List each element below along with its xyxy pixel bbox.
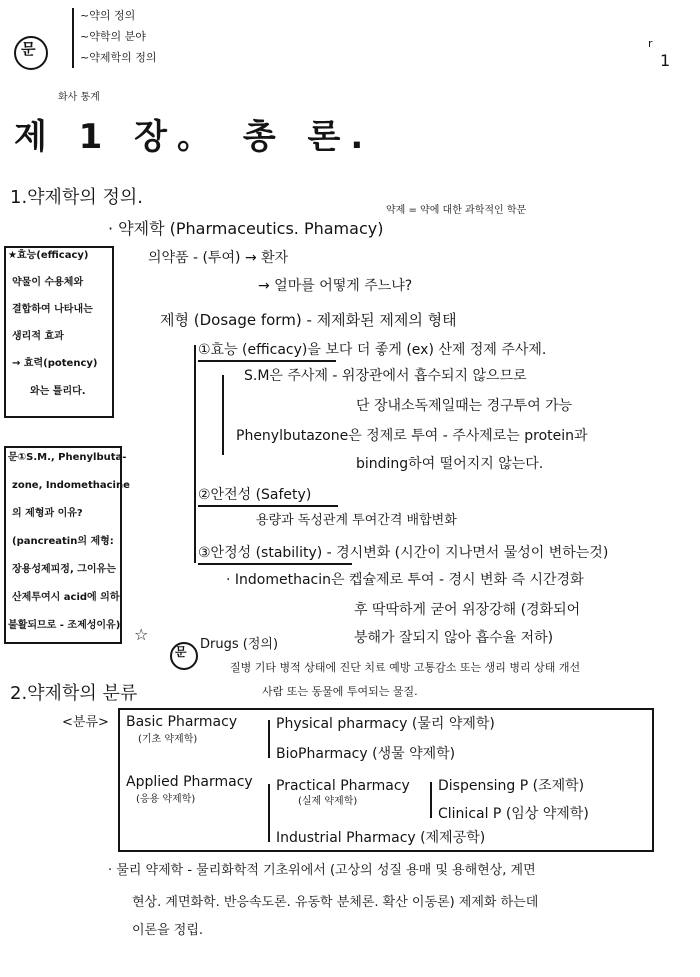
practical-pharmacy-kr: (실제 약제학) <box>298 796 358 807</box>
page-tick: r <box>648 37 653 50</box>
indomethacin-line-3: 붕해가 잘되지 않아 흡수율 저하) <box>354 630 554 646</box>
practical-bracket <box>430 782 432 818</box>
physical-pharmacy-note-1: · 물리 약제학 - 물리화학적 기초위에서 (고상의 성질 용매 및 용해현상, 계면 <box>108 863 536 878</box>
drugs-definition-2: 사람 또는 동물에 투여되는 물질. <box>262 685 418 698</box>
header-item-1: ~약의 정의 <box>80 9 136 22</box>
flow-line-2: → 얼마를 어떻게 주느냐? <box>258 278 413 294</box>
stability-line: ③안정성 (stability) - 경시변화 (시간이 지나면서 물성이 변하는것) <box>198 545 609 561</box>
safety-line: ②안전성 (Safety) <box>198 487 312 503</box>
section1-heading: 1.약제학의 정의. <box>10 187 143 208</box>
applied-pharmacy-kr: (응용 약제학) <box>136 794 196 805</box>
efficacy-sub-bracket <box>222 375 224 455</box>
applied-pharmacy: Applied Pharmacy <box>126 774 253 790</box>
drugs-circled-text: 문 <box>175 645 187 659</box>
section2-heading: 2.약제학의 분류 <box>10 683 138 704</box>
dosage-bracket <box>194 345 196 563</box>
efficacy-box-line-1: ★효능(efficacy) <box>8 250 89 261</box>
basic-pharmacy: Basic Pharmacy <box>126 714 238 730</box>
stability-underline <box>198 563 352 565</box>
dispensing-pharmacy: Dispensing P (조제학) <box>438 778 585 794</box>
industrial-pharmacy: Industrial Pharmacy (제제공학) <box>276 830 486 846</box>
question-box-line-7: 불활되므로 - 조제성이유) <box>8 620 121 631</box>
indomethacin-line-2: 후 딱딱하게 굳어 위장강해 (경화되어 <box>354 602 581 618</box>
page-mark: 1 <box>660 51 671 70</box>
question-box-line-1: 문①S.M., Phenylbuta- <box>8 452 127 463</box>
drugs-definition-1: 질병 기타 병적 상태에 진단 치료 예방 고통감소 또는 생리 병리 상태 개선 <box>230 661 581 674</box>
efficacy-underline <box>198 360 336 362</box>
pharmaceutics-definition: · 약제학 (Pharmaceutics. Phamacy) <box>108 219 384 238</box>
safety-underline <box>198 505 338 507</box>
indomethacin-line-1: · Indomethacin은 켑슐제로 투여 - 경시 변화 즉 시간경화 <box>226 572 584 588</box>
question-box-line-5: 장용성제피정, 그이유는 <box>12 564 116 575</box>
efficacy-box-line-4: 생리적 효과 <box>12 331 64 342</box>
header-item-2: ~약학의 분야 <box>80 30 146 43</box>
classification-label: <분류> <box>62 715 109 730</box>
star-mark: ☆ <box>134 625 149 644</box>
clinical-pharmacy: Clinical P (임상 약제학) <box>438 806 589 822</box>
drugs-title: Drugs (정의) <box>200 637 279 652</box>
sm-line-2: 단 장내소독제일때는 경구투여 가능 <box>356 398 573 414</box>
phenylbutazone-line-2: binding하여 떨어지지 않는다. <box>356 456 544 472</box>
physical-pharmacy-note-2: 현상. 계면화학. 반응속도론. 유동학 분체론. 확산 이동론) 제제화 하는데 <box>132 895 539 910</box>
header-bracket <box>72 8 74 68</box>
physical-pharmacy: Physical pharmacy (물리 약제학) <box>276 716 495 732</box>
section1-side-note: 약제 = 약에 대한 과학적인 학문 <box>386 205 527 216</box>
dosage-form-line: 제형 (Dosage form) - 제제화된 제제의 형태 <box>160 311 457 329</box>
chapter-title: 제 1 장。 총 론. <box>14 117 374 157</box>
sm-line-1: S.M은 주사제 - 위장관에서 흡수되지 않으므로 <box>244 368 527 384</box>
chapter-annotation: 화사 통계 <box>58 92 100 103</box>
basic-bracket <box>268 720 270 758</box>
question-box-line-3: 의 제형과 이유? <box>12 508 83 519</box>
question-box-line-4: (pancreatin의 제형: <box>12 536 114 547</box>
efficacy-box-line-3: 결합하여 나타내는 <box>12 304 93 315</box>
phenylbutazone-line-1: Phenylbutazone은 정제로 투여 - 주사제로는 protein과 <box>236 428 588 444</box>
question-box-line-2: zone, Indomethacine <box>12 480 130 491</box>
bio-pharmacy: BioPharmacy (생물 약제학) <box>276 746 456 762</box>
efficacy-box-line-6: 와는 틀리다. <box>30 386 86 397</box>
safety-sub-line: 용량과 독성관계 투여간격 배합변화 <box>256 513 457 528</box>
applied-bracket <box>268 784 270 842</box>
efficacy-line: ①효능 (efficacy)을 보다 더 좋게 (ex) 산제 정제 주사제. <box>198 342 547 358</box>
efficacy-box-line-2: 약물이 수용체와 <box>12 277 84 288</box>
flow-line-1: 의약품 - (투여) → 환자 <box>148 250 289 266</box>
circled-mark-text: 문 <box>21 40 36 58</box>
basic-pharmacy-kr: (기초 약제학) <box>138 734 198 745</box>
question-box-line-6: 산제투여시 acid에 의하 <box>12 592 120 603</box>
header-item-3: ~약제학의 정의 <box>80 51 157 64</box>
physical-pharmacy-note-3: 이론을 정립. <box>132 923 204 938</box>
efficacy-box-line-5: → 효력(potency) <box>12 358 98 369</box>
practical-pharmacy: Practical Pharmacy <box>276 778 410 794</box>
